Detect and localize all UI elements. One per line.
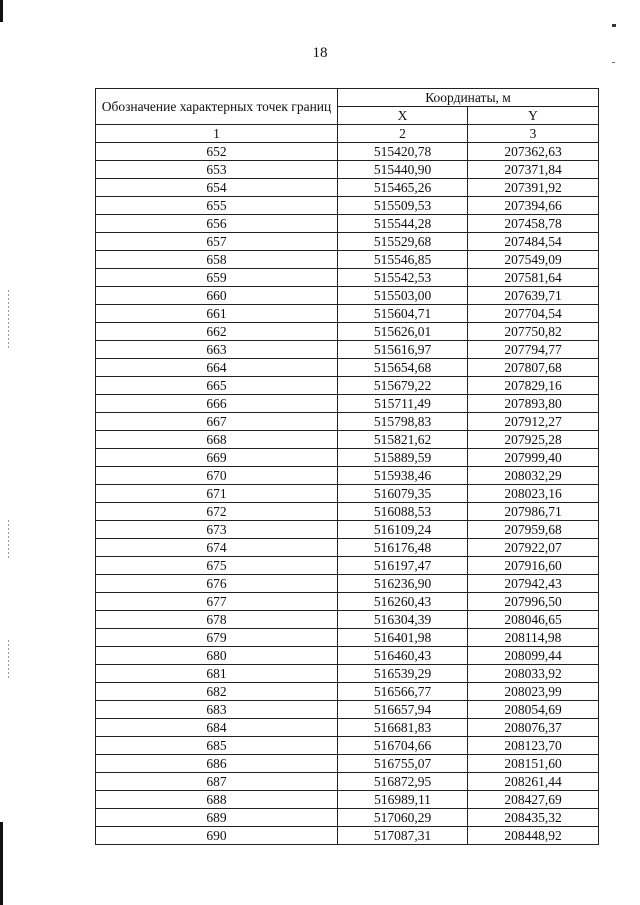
table-row [96, 449, 599, 467]
table-row [96, 395, 599, 413]
point-number-cell: 683 [96, 701, 338, 719]
x-coordinate-cell: 516109,24 [338, 521, 468, 539]
scan-edge-mark [0, 822, 3, 905]
table-row [96, 575, 599, 593]
point-number-cell: 666 [96, 395, 338, 413]
point-number-cell: 684 [96, 719, 338, 737]
point-number-cell: 689 [96, 809, 338, 827]
y-coordinate-cell: 207807,68 [468, 359, 599, 377]
table-row [96, 377, 599, 395]
table-row [96, 593, 599, 611]
x-coordinate-cell: 515465,26 [338, 179, 468, 197]
table-row [96, 323, 599, 341]
point-number-cell: 655 [96, 197, 338, 215]
x-coordinate-cell: 515440,90 [338, 161, 468, 179]
y-coordinate-cell: 207922,07 [468, 539, 599, 557]
table-row [96, 341, 599, 359]
point-number-cell: 667 [96, 413, 338, 431]
point-number-cell: 654 [96, 179, 338, 197]
y-coordinate-cell: 207829,16 [468, 377, 599, 395]
x-coordinate-cell: 515546,85 [338, 251, 468, 269]
table-row [96, 611, 599, 629]
x-coordinate-cell: 516176,48 [338, 539, 468, 557]
table-row [96, 305, 599, 323]
x-coordinate-cell: 516260,43 [338, 593, 468, 611]
table-row [96, 197, 599, 215]
point-number-cell: 664 [96, 359, 338, 377]
table-row [96, 251, 599, 269]
table-row [96, 809, 599, 827]
table-row [96, 233, 599, 251]
point-number-cell: 670 [96, 467, 338, 485]
x-coordinate-cell: 516872,95 [338, 773, 468, 791]
point-number-cell: 669 [96, 449, 338, 467]
y-coordinate-cell: 207942,43 [468, 575, 599, 593]
point-number-cell: 660 [96, 287, 338, 305]
point-number-cell: 682 [96, 683, 338, 701]
table-row [96, 791, 599, 809]
x-coordinate-cell: 516681,83 [338, 719, 468, 737]
y-coordinate-cell: 208032,29 [468, 467, 599, 485]
y-coordinate-cell: 207371,84 [468, 161, 599, 179]
x-coordinate-cell: 515542,53 [338, 269, 468, 287]
header-point-designation: Обозначение характерных точек границ [96, 89, 338, 125]
table-row [96, 503, 599, 521]
y-coordinate-cell: 208023,99 [468, 683, 599, 701]
x-coordinate-cell: 516657,94 [338, 701, 468, 719]
y-coordinate-cell: 208448,92 [468, 827, 599, 845]
y-coordinate-cell: 207704,54 [468, 305, 599, 323]
y-coordinate-cell: 208023,16 [468, 485, 599, 503]
point-number-cell: 673 [96, 521, 338, 539]
x-coordinate-cell: 516755,07 [338, 755, 468, 773]
y-coordinate-cell: 207394,66 [468, 197, 599, 215]
point-number-cell: 652 [96, 143, 338, 161]
y-coordinate-cell: 207893,80 [468, 395, 599, 413]
point-number-cell: 690 [96, 827, 338, 845]
table-row [96, 521, 599, 539]
point-number-cell: 674 [96, 539, 338, 557]
point-number-cell: 662 [96, 323, 338, 341]
y-coordinate-cell: 208151,60 [468, 755, 599, 773]
table-row [96, 143, 599, 161]
y-coordinate-cell: 207458,78 [468, 215, 599, 233]
point-number-cell: 687 [96, 773, 338, 791]
table-row [96, 827, 599, 845]
x-coordinate-cell: 515529,68 [338, 233, 468, 251]
point-number-cell: 658 [96, 251, 338, 269]
y-coordinate-cell: 208427,69 [468, 791, 599, 809]
x-coordinate-cell: 515420,78 [338, 143, 468, 161]
scan-dots [8, 520, 9, 560]
table-row [96, 287, 599, 305]
y-coordinate-cell: 207925,28 [468, 431, 599, 449]
y-coordinate-cell: 208114,98 [468, 629, 599, 647]
point-number-cell: 657 [96, 233, 338, 251]
x-coordinate-cell: 516197,47 [338, 557, 468, 575]
y-coordinate-cell: 207362,63 [468, 143, 599, 161]
x-coordinate-cell: 515626,01 [338, 323, 468, 341]
y-coordinate-cell: 207484,54 [468, 233, 599, 251]
point-number-cell: 653 [96, 161, 338, 179]
table-row [96, 179, 599, 197]
x-coordinate-cell: 515711,49 [338, 395, 468, 413]
table-row [96, 467, 599, 485]
scan-speck [612, 24, 616, 27]
x-coordinate-cell: 515604,71 [338, 305, 468, 323]
scan-edge-mark [0, 0, 3, 22]
scan-dots [8, 290, 9, 350]
coordinates-table [95, 88, 599, 845]
point-number-cell: 676 [96, 575, 338, 593]
table-row [96, 431, 599, 449]
x-coordinate-cell: 516989,11 [338, 791, 468, 809]
point-number-cell: 677 [96, 593, 338, 611]
y-coordinate-cell: 208076,37 [468, 719, 599, 737]
table-row [96, 683, 599, 701]
x-coordinate-cell: 517087,31 [338, 827, 468, 845]
table-row [96, 359, 599, 377]
y-coordinate-cell: 207391,92 [468, 179, 599, 197]
point-number-cell: 686 [96, 755, 338, 773]
x-coordinate-cell: 515679,22 [338, 377, 468, 395]
point-number-cell: 663 [96, 341, 338, 359]
x-coordinate-cell: 515798,83 [338, 413, 468, 431]
scan-dots [8, 640, 9, 680]
y-coordinate-cell: 207986,71 [468, 503, 599, 521]
header-x: X [338, 107, 468, 125]
point-number-cell: 665 [96, 377, 338, 395]
y-coordinate-cell: 208046,65 [468, 611, 599, 629]
point-number-cell: 671 [96, 485, 338, 503]
table-row [96, 629, 599, 647]
y-coordinate-cell: 208435,32 [468, 809, 599, 827]
y-coordinate-cell: 207750,82 [468, 323, 599, 341]
x-coordinate-cell: 515654,68 [338, 359, 468, 377]
scan-speck [612, 62, 615, 63]
table-row [96, 485, 599, 503]
table-row [96, 647, 599, 665]
table-row [96, 269, 599, 287]
page-number: 18 [312, 45, 328, 61]
y-coordinate-cell: 207581,64 [468, 269, 599, 287]
table-row [96, 701, 599, 719]
y-coordinate-cell: 207549,09 [468, 251, 599, 269]
x-coordinate-cell: 516304,39 [338, 611, 468, 629]
x-coordinate-cell: 515616,97 [338, 341, 468, 359]
table-row [96, 557, 599, 575]
point-number-cell: 680 [96, 647, 338, 665]
y-coordinate-cell: 207999,40 [468, 449, 599, 467]
x-coordinate-cell: 516079,35 [338, 485, 468, 503]
table-row [96, 755, 599, 773]
x-coordinate-cell: 516401,98 [338, 629, 468, 647]
y-coordinate-cell: 208033,92 [468, 665, 599, 683]
header-coordinates: Координаты, м [338, 89, 599, 107]
table-row [96, 737, 599, 755]
point-number-cell: 679 [96, 629, 338, 647]
point-number-cell: 656 [96, 215, 338, 233]
y-coordinate-cell: 207794,77 [468, 341, 599, 359]
column-number: 1 [96, 125, 338, 143]
point-number-cell: 678 [96, 611, 338, 629]
y-coordinate-cell: 207959,68 [468, 521, 599, 539]
point-number-cell: 675 [96, 557, 338, 575]
x-coordinate-cell: 516236,90 [338, 575, 468, 593]
column-number: 3 [468, 125, 599, 143]
y-coordinate-cell: 207916,60 [468, 557, 599, 575]
y-coordinate-cell: 207912,27 [468, 413, 599, 431]
point-number-cell: 661 [96, 305, 338, 323]
point-number-cell: 681 [96, 665, 338, 683]
point-number-cell: 688 [96, 791, 338, 809]
x-coordinate-cell: 516460,43 [338, 647, 468, 665]
x-coordinate-cell: 515938,46 [338, 467, 468, 485]
table-row [96, 665, 599, 683]
point-number-cell: 668 [96, 431, 338, 449]
y-coordinate-cell: 208099,44 [468, 647, 599, 665]
table-row [96, 719, 599, 737]
header-y: Y [468, 107, 599, 125]
x-coordinate-cell: 515889,59 [338, 449, 468, 467]
table-row [96, 539, 599, 557]
table-row [96, 773, 599, 791]
y-coordinate-cell: 207996,50 [468, 593, 599, 611]
y-coordinate-cell: 208261,44 [468, 773, 599, 791]
table-row [96, 413, 599, 431]
x-coordinate-cell: 516566,77 [338, 683, 468, 701]
x-coordinate-cell: 515509,53 [338, 197, 468, 215]
x-coordinate-cell: 515503,00 [338, 287, 468, 305]
x-coordinate-cell: 516088,53 [338, 503, 468, 521]
y-coordinate-cell: 208054,69 [468, 701, 599, 719]
column-number: 2 [338, 125, 468, 143]
point-number-cell: 672 [96, 503, 338, 521]
table-row [96, 161, 599, 179]
column-number-row [96, 125, 599, 143]
point-number-cell: 685 [96, 737, 338, 755]
table-header-row [96, 89, 599, 107]
y-coordinate-cell: 207639,71 [468, 287, 599, 305]
x-coordinate-cell: 515544,28 [338, 215, 468, 233]
x-coordinate-cell: 515821,62 [338, 431, 468, 449]
x-coordinate-cell: 517060,29 [338, 809, 468, 827]
x-coordinate-cell: 516539,29 [338, 665, 468, 683]
table-row [96, 215, 599, 233]
y-coordinate-cell: 208123,70 [468, 737, 599, 755]
point-number-cell: 659 [96, 269, 338, 287]
x-coordinate-cell: 516704,66 [338, 737, 468, 755]
